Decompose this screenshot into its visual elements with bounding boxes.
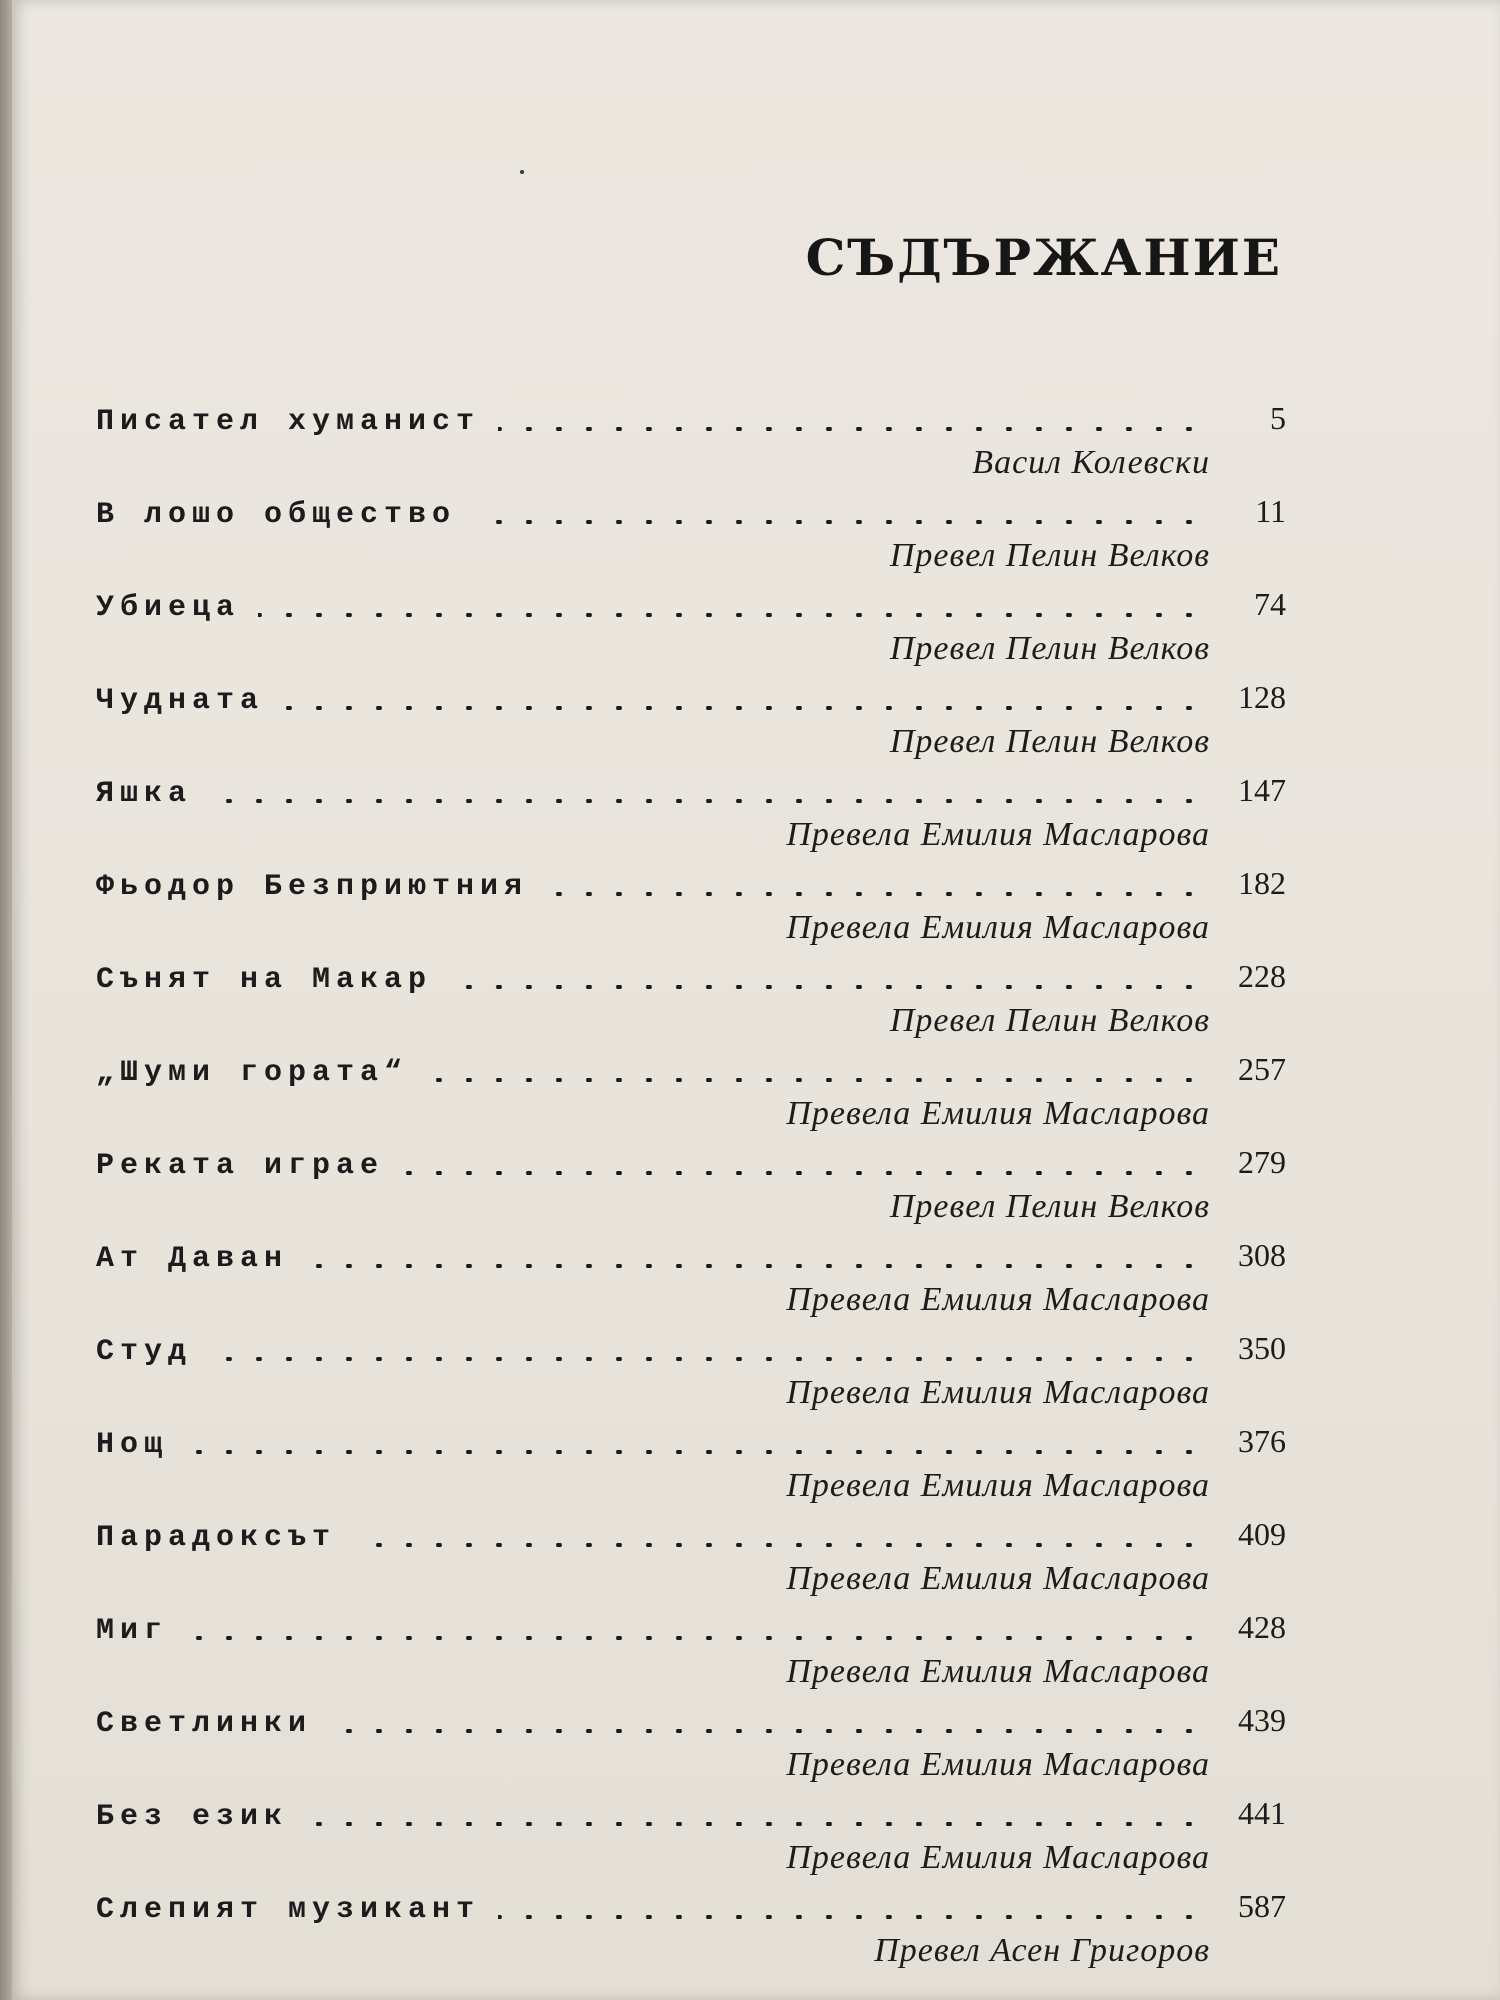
toc-entry [96,1144,1286,1236]
entry-title: Писател хуманист [96,405,481,439]
entry-page-number: 5 [1270,400,1286,436]
entry-translator: Васил Колевски [972,444,1210,481]
toc-entry [96,1888,1286,1980]
entry-title: Светлинки [96,1707,313,1741]
entry-translator: Превела Емилия Масларова [786,816,1210,853]
dot-leader [258,613,1204,617]
dot-leader [210,799,1204,803]
dot-leader [330,1729,1204,1733]
toc-entry [96,1051,1286,1143]
entry-translator: Превела Емилия Масларова [786,909,1210,946]
entry-page-number: 128 [1238,679,1286,715]
entry-translator: Превел Пелин Велков [889,1188,1210,1225]
toc-entry [96,400,1286,492]
entry-translator: Превел Асен Григоров [874,1932,1210,1969]
entry-page-number: 350 [1238,1330,1286,1366]
entry-page-number: 182 [1238,865,1286,901]
entry-title: Яшка [96,777,193,811]
entry-title: Ат Даван [96,1242,289,1276]
entry-title: Реката играе [96,1149,385,1183]
entry-translator: Превела Емилия Масларова [786,1374,1210,1411]
entry-translator: Превела Емилия Масларова [786,1560,1210,1597]
entry-page-number: 409 [1238,1516,1286,1552]
dot-leader [282,706,1204,710]
dot-leader [474,520,1204,524]
entry-title: Фьодор Безприютния [96,870,529,904]
toc-entry [96,1609,1286,1701]
entry-translator: Превел Пелин Велков [889,1002,1210,1039]
entry-title: В лошо общество [96,498,457,532]
entry-page-number: 11 [1255,493,1286,529]
dot-leader [306,1822,1204,1826]
entry-translator: Превела Емилия Масларова [786,1467,1210,1504]
entry-title: Убиеца [96,591,241,625]
dot-leader [498,427,1204,431]
entry-title: „Шуми гората“ [96,1056,409,1090]
entry-title: Парадоксът [96,1521,337,1555]
entry-page-number: 74 [1254,586,1286,622]
entry-page-number: 441 [1238,1795,1286,1831]
entry-title: Чудната [96,684,265,718]
toc-entry [96,679,1286,771]
entry-title: Без език [96,1800,289,1834]
entry-title: Студ [96,1335,193,1369]
entry-title: Сънят на Макар [96,963,433,997]
toc-entry [96,772,1286,864]
entry-translator: Превел Пелин Велков [889,723,1210,760]
toc-entry [96,1237,1286,1329]
entry-page-number: 228 [1238,958,1286,994]
entry-title: Слепият музикант [96,1893,481,1927]
entry-page-number: 376 [1238,1423,1286,1459]
toc-entry [96,1516,1286,1608]
dot-leader [498,1915,1204,1919]
dot-leader [426,1078,1204,1082]
entry-page-number: 147 [1238,772,1286,808]
entry-translator: Превела Емилия Масларова [786,1839,1210,1876]
dot-leader [306,1264,1204,1268]
entry-page-number: 439 [1238,1702,1286,1738]
entry-page-number: 279 [1238,1144,1286,1180]
toc-entry [96,1330,1286,1422]
entry-translator: Превела Емилия Масларова [786,1281,1210,1318]
entry-page-number: 428 [1238,1609,1286,1645]
dot-leader [354,1543,1204,1547]
entry-page-number: 257 [1238,1051,1286,1087]
dot-leader [186,1636,1204,1640]
toc-entry [96,1423,1286,1515]
dot-leader [450,985,1204,989]
toc-entry [96,865,1286,957]
dot-leader [546,892,1204,896]
dot-leader [402,1171,1204,1175]
dot-leader [210,1357,1204,1361]
entry-title: Нощ [96,1428,169,1462]
toc-entry [96,958,1286,1050]
entry-translator: Превела Емилия Масларова [786,1653,1210,1690]
dot-leader [186,1450,1204,1454]
entry-title: Миг [96,1614,169,1648]
entry-translator: Превел Пелин Велков [889,537,1210,574]
toc-entry [96,586,1286,678]
entry-translator: Превел Пелин Велков [889,630,1210,667]
entry-translator: Превела Емилия Масларова [786,1095,1210,1132]
page-title: СЪДЪРЖАНИЕ [805,228,1282,287]
toc-entry [96,493,1286,585]
entry-page-number: 587 [1238,1888,1286,1924]
toc-entry [96,1702,1286,1794]
entry-page-number: 308 [1238,1237,1286,1273]
toc-entry [96,1795,1286,1887]
entry-translator: Превела Емилия Масларова [786,1746,1210,1783]
